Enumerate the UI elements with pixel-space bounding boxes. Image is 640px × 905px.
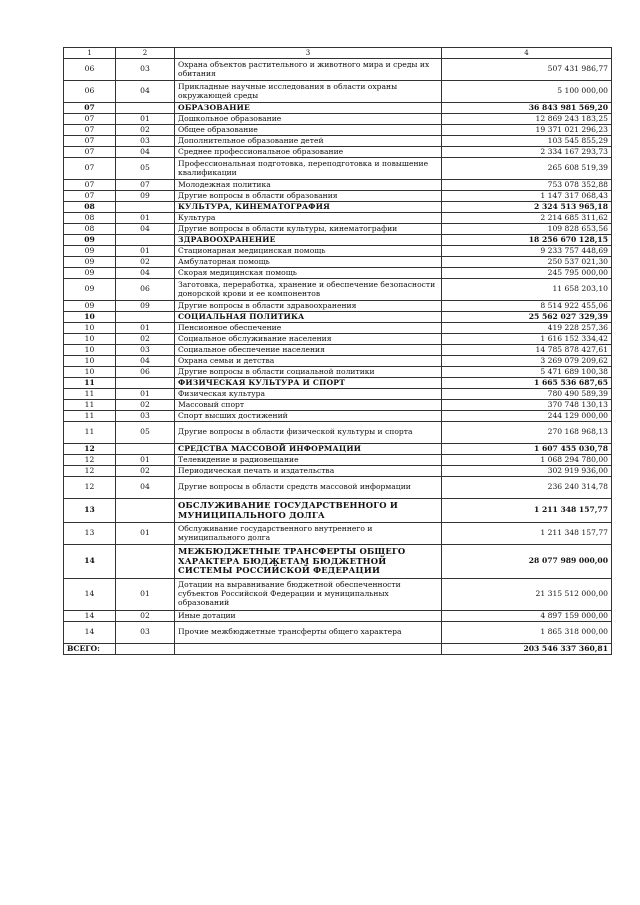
- subsection-code: 03: [116, 622, 175, 644]
- item-amount: 5 100 000,00: [442, 81, 612, 103]
- subsection-code: 02: [116, 400, 175, 411]
- section-code: 06: [64, 81, 116, 103]
- subsection-code: [116, 378, 175, 389]
- item-amount: 250 537 021,30: [442, 257, 612, 268]
- item-name: КУЛЬТУРА, КИНЕМАТОГРАФИЯ: [175, 202, 442, 213]
- table-row: [64, 422, 612, 444]
- section-code: 08: [64, 213, 116, 224]
- item-amount: 2 324 513 965,18: [442, 202, 612, 213]
- table-row: [64, 81, 612, 103]
- item-amount: 1 147 317 068,43: [442, 191, 612, 202]
- budget-table: [63, 47, 612, 655]
- item-name: Обслуживание государственного внутреннего и муниципального долга: [175, 523, 442, 545]
- item-name: Прочие межбюджетные трансферты общего характера: [175, 622, 442, 644]
- section-code: 12: [64, 466, 116, 477]
- section-row: [64, 202, 612, 213]
- table-row: [64, 158, 612, 180]
- subsection-code: [116, 312, 175, 323]
- item-name: ОБРАЗОВАНИЕ: [175, 103, 442, 114]
- item-amount: 1 211 348 157,77: [442, 499, 612, 523]
- item-amount: 1 616 152 334,42: [442, 334, 612, 345]
- item-amount: 28 077 989 000,00: [442, 545, 612, 579]
- total-empty-cell: [175, 644, 442, 655]
- item-name: СРЕДСТВА МАССОВОЙ ИНФОРМАЦИИ: [175, 444, 442, 455]
- item-amount: 270 168 968,13: [442, 422, 612, 444]
- item-amount: 1 665 536 687,65: [442, 378, 612, 389]
- section-code: 09: [64, 301, 116, 312]
- table-row: [64, 466, 612, 477]
- section-code: 11: [64, 411, 116, 422]
- item-name: Общее образование: [175, 125, 442, 136]
- table-row: [64, 268, 612, 279]
- section-code: 14: [64, 545, 116, 579]
- section-code: 08: [64, 224, 116, 235]
- table-row: [64, 246, 612, 257]
- total-label: ВСЕГО:: [64, 644, 116, 655]
- item-name: Стационарная медицинская помощь: [175, 246, 442, 257]
- section-code: 10: [64, 323, 116, 334]
- item-name: Иные дотации: [175, 611, 442, 622]
- subsection-code: 09: [116, 301, 175, 312]
- subsection-code: [116, 202, 175, 213]
- section-code: 10: [64, 334, 116, 345]
- item-amount: 3 269 079 209,62: [442, 356, 612, 367]
- subsection-code: 05: [116, 158, 175, 180]
- subsection-code: 03: [116, 411, 175, 422]
- section-row: [64, 378, 612, 389]
- subsection-code: 01: [116, 213, 175, 224]
- item-amount: 236 240 314,78: [442, 477, 612, 499]
- section-code: 14: [64, 622, 116, 644]
- section-code: 06: [64, 59, 116, 81]
- table-row: [64, 125, 612, 136]
- item-name: Другие вопросы в области социальной политики: [175, 367, 442, 378]
- section-code: 08: [64, 202, 116, 213]
- subsection-code: 04: [116, 147, 175, 158]
- item-name: Среднее профессиональное образование: [175, 147, 442, 158]
- item-amount: 1 211 348 157,77: [442, 523, 612, 545]
- subsection-code: 09: [116, 191, 175, 202]
- item-amount: 21 315 512 000,00: [442, 579, 612, 611]
- subsection-code: [116, 499, 175, 523]
- item-name: Амбулаторная помощь: [175, 257, 442, 268]
- section-code: 07: [64, 147, 116, 158]
- section-code: 09: [64, 268, 116, 279]
- section-code: 10: [64, 367, 116, 378]
- table-row: [64, 345, 612, 356]
- item-amount: 4 897 159 000,00: [442, 611, 612, 622]
- subsection-code: 04: [116, 224, 175, 235]
- item-amount: 9 233 757 448,69: [442, 246, 612, 257]
- section-row: [64, 444, 612, 455]
- item-name: Дошкольное образование: [175, 114, 442, 125]
- item-amount: 1 607 455 030,78: [442, 444, 612, 455]
- total-empty-cell: [116, 644, 175, 655]
- header-col-4: 4: [442, 48, 612, 59]
- subsection-code: 02: [116, 334, 175, 345]
- item-name: Охрана семьи и детства: [175, 356, 442, 367]
- subsection-code: 06: [116, 367, 175, 378]
- item-amount: 103 545 855,29: [442, 136, 612, 147]
- section-code: 07: [64, 180, 116, 191]
- section-code: 11: [64, 378, 116, 389]
- section-code: 10: [64, 356, 116, 367]
- section-code: 11: [64, 389, 116, 400]
- subsection-code: 04: [116, 81, 175, 103]
- subsection-code: 04: [116, 268, 175, 279]
- item-name: Культура: [175, 213, 442, 224]
- item-amount: 11 658 203,10: [442, 279, 612, 301]
- subsection-code: 04: [116, 477, 175, 499]
- table-row: [64, 213, 612, 224]
- table-row: [64, 224, 612, 235]
- item-name: Другие вопросы в области культуры, кинематографии: [175, 224, 442, 235]
- item-amount: 1 865 318 000,00: [442, 622, 612, 644]
- item-amount: 14 785 878 427,61: [442, 345, 612, 356]
- item-amount: 1 068 294 780,00: [442, 455, 612, 466]
- subsection-code: [116, 444, 175, 455]
- table-row: [64, 191, 612, 202]
- subsection-code: 02: [116, 611, 175, 622]
- table-row: [64, 389, 612, 400]
- item-name: Другие вопросы в области образования: [175, 191, 442, 202]
- section-code: 10: [64, 345, 116, 356]
- section-code: 13: [64, 523, 116, 545]
- table-row: [64, 611, 612, 622]
- table-row: [64, 455, 612, 466]
- item-amount: 244 129 000,00: [442, 411, 612, 422]
- item-amount: 109 828 653,56: [442, 224, 612, 235]
- subsection-code: [116, 235, 175, 246]
- subsection-code: 03: [116, 136, 175, 147]
- total-row: [64, 644, 612, 655]
- section-row: [64, 235, 612, 246]
- table-row: [64, 622, 612, 644]
- section-code: 09: [64, 246, 116, 257]
- item-name: Физическая культура: [175, 389, 442, 400]
- table-row: [64, 523, 612, 545]
- header-col-3: 3: [175, 48, 442, 59]
- item-name: Дотации на выравнивание бюджетной обеспеченности субъектов Российской Федерации и муниципальных образований: [175, 579, 442, 611]
- item-amount: 780 490 589,39: [442, 389, 612, 400]
- item-amount: 2 214 685 311,62: [442, 213, 612, 224]
- item-name: ОБСЛУЖИВАНИЕ ГОСУДАРСТВЕННОГО И МУНИЦИПАЛЬНОГО ДОЛГА: [175, 499, 442, 523]
- subsection-code: 01: [116, 389, 175, 400]
- item-name: ФИЗИЧЕСКАЯ КУЛЬТУРА И СПОРТ: [175, 378, 442, 389]
- item-amount: 245 795 000,00: [442, 268, 612, 279]
- header-col-1: 1: [64, 48, 116, 59]
- item-name: Пенсионное обеспечение: [175, 323, 442, 334]
- item-name: МЕЖБЮДЖЕТНЫЕ ТРАНСФЕРТЫ ОБЩЕГО ХАРАКТЕРА БЮДЖЕТАМ БЮДЖЕТНОЙ СИСТЕМЫ РОССИЙСКОЙ ФЕДЕРАЦИИ: [175, 545, 442, 579]
- header-row: [64, 48, 612, 59]
- item-name: Заготовка, переработка, хранение и обеспечение безопасности донорской крови и ее компонентов: [175, 279, 442, 301]
- section-row: [64, 103, 612, 114]
- item-amount: 19 371 021 296,23: [442, 125, 612, 136]
- subsection-code: 01: [116, 579, 175, 611]
- subsection-code: 01: [116, 323, 175, 334]
- table-row: [64, 411, 612, 422]
- item-name: Молодежная политика: [175, 180, 442, 191]
- subsection-code: 04: [116, 356, 175, 367]
- table-row: [64, 400, 612, 411]
- table-row: [64, 579, 612, 611]
- section-code: 10: [64, 312, 116, 323]
- section-code: 12: [64, 455, 116, 466]
- table-row: [64, 114, 612, 125]
- item-name: Профессиональная подготовка, переподготовка и повышение квалификации: [175, 158, 442, 180]
- table-row: [64, 257, 612, 268]
- table-row: [64, 136, 612, 147]
- item-amount: 507 431 986,77: [442, 59, 612, 81]
- item-amount: 753 078 352,88: [442, 180, 612, 191]
- item-amount: 18 256 670 128,15: [442, 235, 612, 246]
- item-amount: 25 562 027 329,39: [442, 312, 612, 323]
- subsection-code: 03: [116, 59, 175, 81]
- item-name: Социальное обслуживание населения: [175, 334, 442, 345]
- subsection-code: 01: [116, 523, 175, 545]
- table-row: [64, 147, 612, 158]
- item-amount: 2 334 167 293,73: [442, 147, 612, 158]
- subsection-code: 05: [116, 422, 175, 444]
- section-row: [64, 545, 612, 579]
- section-code: 11: [64, 400, 116, 411]
- item-amount: 12 869 243 183,25: [442, 114, 612, 125]
- section-code: 07: [64, 103, 116, 114]
- table-row: [64, 59, 612, 81]
- item-name: Периодическая печать и издательства: [175, 466, 442, 477]
- item-amount: 302 919 936,00: [442, 466, 612, 477]
- item-amount: 5 471 689 100,38: [442, 367, 612, 378]
- table-row: [64, 180, 612, 191]
- item-name: Другие вопросы в области физической культуры и спорта: [175, 422, 442, 444]
- section-code: 07: [64, 114, 116, 125]
- section-code: 14: [64, 579, 116, 611]
- item-name: Массовый спорт: [175, 400, 442, 411]
- section-code: 07: [64, 125, 116, 136]
- item-name: Телевидение и радиовещание: [175, 455, 442, 466]
- section-code: 12: [64, 444, 116, 455]
- item-amount: 8 514 922 455,06: [442, 301, 612, 312]
- subsection-code: 02: [116, 466, 175, 477]
- header-col-2: 2: [116, 48, 175, 59]
- subsection-code: 03: [116, 345, 175, 356]
- section-code: 07: [64, 136, 116, 147]
- subsection-code: 01: [116, 114, 175, 125]
- section-code: 09: [64, 235, 116, 246]
- section-code: 07: [64, 191, 116, 202]
- section-code: 11: [64, 422, 116, 444]
- item-amount: 265 608 519,39: [442, 158, 612, 180]
- section-code: 14: [64, 611, 116, 622]
- section-code: 09: [64, 279, 116, 301]
- subsection-code: [116, 545, 175, 579]
- item-amount: 419 228 257,36: [442, 323, 612, 334]
- item-name: Скорая медицинская помощь: [175, 268, 442, 279]
- subsection-code: 01: [116, 455, 175, 466]
- item-name: Прикладные научные исследования в области охраны окружающей среды: [175, 81, 442, 103]
- table-row: [64, 367, 612, 378]
- section-row: [64, 312, 612, 323]
- table-row: [64, 323, 612, 334]
- section-code: 09: [64, 257, 116, 268]
- item-name: Дополнительное образование детей: [175, 136, 442, 147]
- item-name: СОЦИАЛЬНАЯ ПОЛИТИКА: [175, 312, 442, 323]
- table-row: [64, 279, 612, 301]
- subsection-code: 06: [116, 279, 175, 301]
- subsection-code: 02: [116, 257, 175, 268]
- table-row: [64, 301, 612, 312]
- subsection-code: [116, 103, 175, 114]
- section-code: 13: [64, 499, 116, 523]
- item-name: ЗДРАВООХРАНЕНИЕ: [175, 235, 442, 246]
- item-name: Спорт высших достижений: [175, 411, 442, 422]
- item-amount: 370 748 130,13: [442, 400, 612, 411]
- subsection-code: 07: [116, 180, 175, 191]
- section-code: 12: [64, 477, 116, 499]
- subsection-code: 02: [116, 125, 175, 136]
- item-name: Другие вопросы в области средств массовой информации: [175, 477, 442, 499]
- item-name: Охрана объектов растительного и животного мира и среды их обитания: [175, 59, 442, 81]
- table-row: [64, 334, 612, 345]
- table-row: [64, 356, 612, 367]
- total-amount: 203 546 337 360,81: [442, 644, 612, 655]
- item-amount: 36 843 981 569,20: [442, 103, 612, 114]
- item-name: Социальное обеспечение населения: [175, 345, 442, 356]
- item-name: Другие вопросы в области здравоохранения: [175, 301, 442, 312]
- section-row: [64, 499, 612, 523]
- section-code: 07: [64, 158, 116, 180]
- subsection-code: 01: [116, 246, 175, 257]
- table-row: [64, 477, 612, 499]
